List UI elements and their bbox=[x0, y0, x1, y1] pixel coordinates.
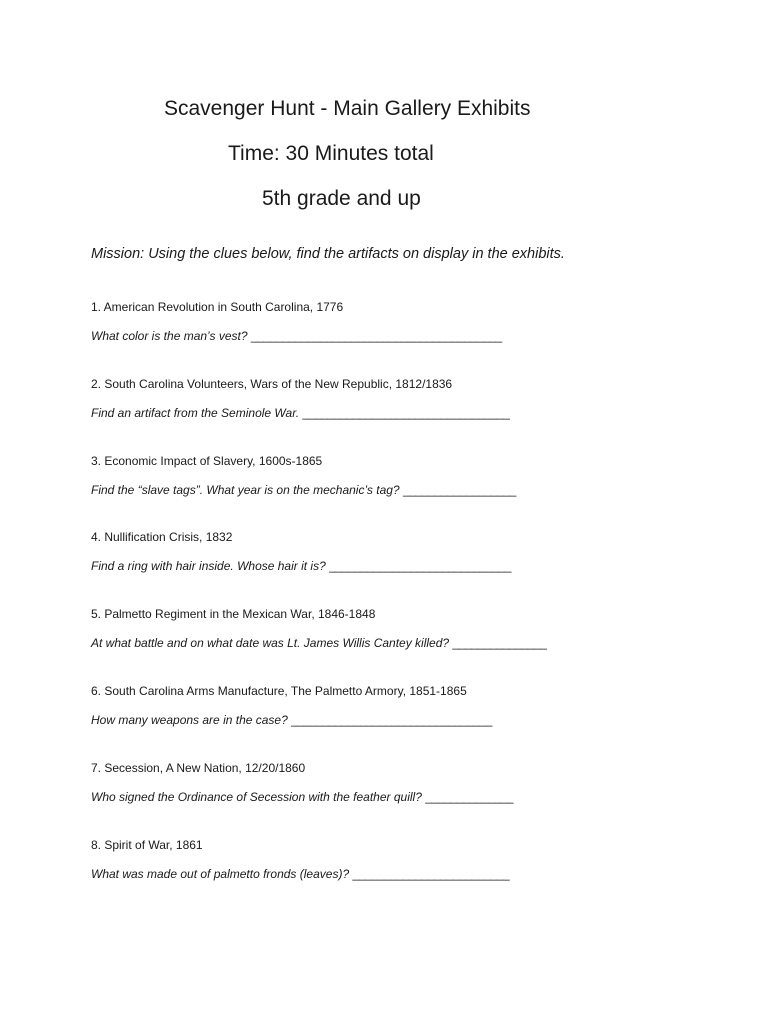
question-text: Find the “slave tags”. What year is on the mechanic’s tag? bbox=[91, 483, 403, 497]
question-text: What color is the man’s vest? bbox=[91, 329, 251, 343]
answer-blank: ________________________________________ bbox=[250, 329, 502, 343]
exhibit-heading: 3. Economic Impact of Slavery, 1600s-1865 bbox=[91, 454, 323, 468]
list-item bbox=[91, 376, 731, 421]
exhibit-heading: 6. South Carolina Arms Manufacture, The Palmetto Armory, 1851-1865 bbox=[91, 684, 467, 698]
exhibit-heading: 7. Secession, A New Nation, 12/20/1860 bbox=[91, 761, 306, 775]
question-text: How many weapons are in the case? bbox=[91, 713, 292, 727]
answer-blank: _______________ bbox=[452, 636, 547, 650]
exhibit-question bbox=[91, 558, 731, 574]
exhibit-question bbox=[91, 328, 731, 344]
exhibit-heading: 8. Spirit of War, 1861 bbox=[91, 838, 203, 852]
exhibit-question bbox=[91, 712, 731, 728]
exhibit-question bbox=[91, 635, 731, 651]
list-item bbox=[91, 529, 731, 574]
list-item bbox=[91, 683, 731, 728]
question-text: Find a ring with hair inside. Whose hair it is? bbox=[91, 559, 330, 573]
exhibit-heading: 2. South Carolina Volunteers, Wars of the New Republic, 1812/1836 bbox=[91, 377, 453, 391]
exhibit-heading: 5. Palmetto Regiment in the Mexican War, 1846-1848 bbox=[91, 607, 376, 621]
list-item bbox=[91, 299, 731, 344]
list-item bbox=[91, 606, 731, 651]
exhibit-question bbox=[91, 405, 731, 421]
exhibit-question bbox=[91, 789, 731, 805]
list-item bbox=[91, 760, 731, 805]
exhibit-heading: 1. American Revolution in South Carolina, 1776 bbox=[91, 300, 344, 314]
time-limit: Time: 30 Minutes total bbox=[228, 142, 434, 165]
grade-level: 5th grade and up bbox=[262, 187, 421, 210]
mission-statement: Mission: Using the clues below, find the artifacts on display in the exhibits. bbox=[91, 246, 565, 262]
exhibit-question bbox=[91, 482, 731, 498]
answer-blank: ______________ bbox=[425, 790, 514, 804]
question-text: Who signed the Ordinance of Secession with the feather quill? bbox=[91, 790, 426, 804]
answer-blank: __________________ bbox=[402, 483, 516, 497]
question-text: What was made out of palmetto fronds (leaves)? bbox=[91, 867, 353, 881]
answer-blank: _____________________________ bbox=[329, 559, 512, 573]
question-text: At what battle and on what date was Lt. James Willis Cantey killed? bbox=[91, 636, 453, 650]
list-item bbox=[91, 453, 731, 498]
answer-blank: _________________________________ bbox=[302, 406, 510, 420]
exhibit-heading: 4. Nullification Crisis, 1832 bbox=[91, 530, 233, 544]
document-title: Scavenger Hunt - Main Gallery Exhibits bbox=[164, 97, 531, 120]
answer-blank: _________________________ bbox=[352, 867, 510, 881]
exhibit-question bbox=[91, 866, 731, 882]
answer-blank: ________________________________ bbox=[291, 713, 492, 727]
question-text: Find an artifact from the Seminole War. bbox=[91, 406, 303, 420]
list-item bbox=[91, 837, 731, 882]
